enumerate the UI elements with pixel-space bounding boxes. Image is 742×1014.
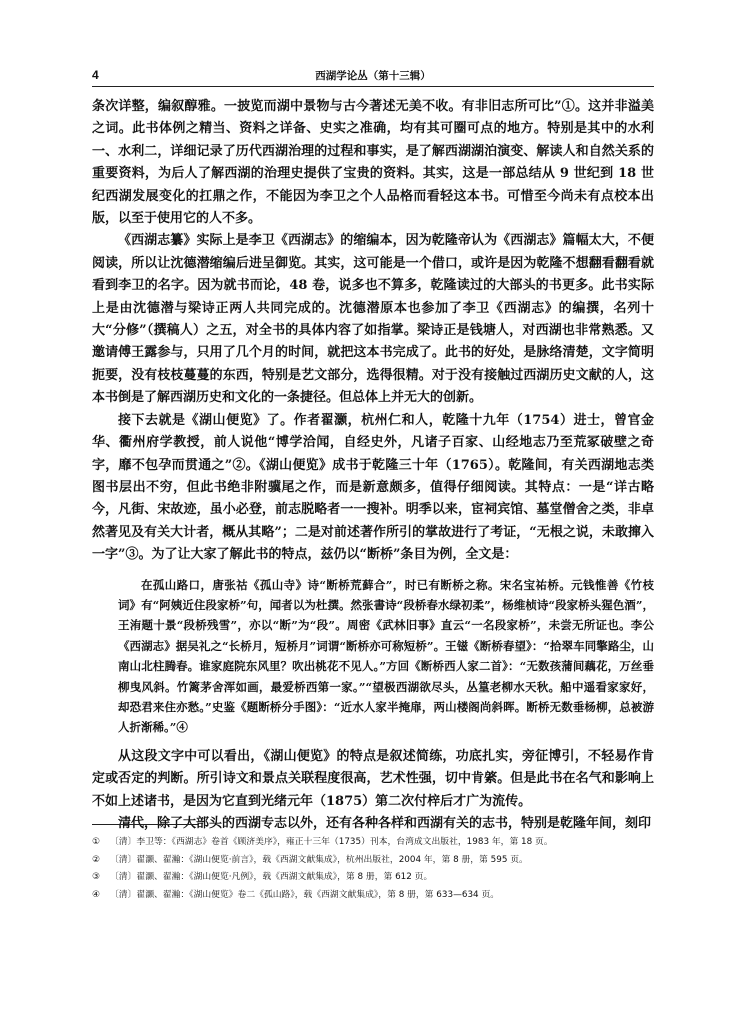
block-quote-text: 在孤山路口，唐张祜《孤山寺》诗“断桥荒藓合”，时已有断桥之称。宋名宝祐桥。元钱惟善《竹枝词》有“阿姨近住段家桥”句，闻者以为杜撰。然张書诗“段桥春水绿初柔”，杨维桢诗“段家桥头猩色酒”，王洧题十景“段桥残雪”，亦以“断”为“段”。周密《武林旧事》直云“一名段家桥”，未尝无所证也。李公《西湖志》据吴礼之“长桥月，短桥月”词谓“断桥亦可称短桥”。王镃《断桥春望》：“拾翠车同擎路尘，山南山北柱腾春。谁家庭院东风里？吹出桃花不见人。”方回《断桥西人家二首》：“无数孩蒲间藕花，万丝垂柳曳风斜。竹篱茅舍浑如画，最爱桥西第一家。”“望极西湖欲尽头，丛篁老柳水天秋。船中遥看家家好，却恐君来住亦愁。”史鉴《题断桥分手图》：“近水人家半掩扉，两山楼阁尚斜晖。断桥无数垂杨柳，总被游人折渐稀。”④ xyxy=(118,577,654,735)
paragraph: 清代，除了大部头的西湖专志以外，还有各种各样和西湖有关的志书，特别是乾隆年间，刻印 xyxy=(118,816,652,831)
footnote-divider xyxy=(92,824,199,825)
footnote-text: 〔清〕翟灏、翟瀚：《湖山便览·前言》，载《西湖文献集成》，杭州出版社，2004 年，第 8 册，第 595 页。 xyxy=(110,854,528,865)
footnote-mark: ② xyxy=(92,854,100,865)
paragraph: 《西湖志纂》实际上是李卫《西湖志》的缩编本，因为乾隆帝认为《西湖志》篇幅太大，不便阅读，所以让沈德潜缩编后进呈御览。其实，这可能是一个借口，或许是因为乾隆不想翻看翻看就看到李卫的名字。因为就书而论，48 卷，说多也不算多，乾隆读过的大部头的书更多。此书实际上是由沈德潜与梁诗正两人共同完成的。沈德潜原本也参加了李卫《西湖志》的编撰，名列十大“分修”（撰稿人）之五，对全书的具体内容了如指掌。梁诗正是钱塘人，对西湖也非常熟悉。又邀请傅王露参与，只用了几个月的时间，就把这本书完成了。此书的好处，是脉络清楚，文字简明扼要，没有枝枝蔓蔓的东西，特别是艺文部分，选得很精。对于没有接触过西湖历史文献的人，这本书倒是了解西湖历史和文化的一条捷径。但总体上并无大的创新。 xyxy=(92,233,654,406)
footnote xyxy=(92,834,672,852)
paragraph: 接下去就是《湖山便览》了。作者翟灏，杭州仁和人，乾隆十九年（1754）进士，曾官金华、衢州府学教授，前人说他“博学洽闻，自经史外，凡诸子百家、山经地志乃至荒冢破壁之奇字，靡不包孕而贯通之”②。《湖山便览》成书于乾隆三十年（1765）。乾隆间，有关西湖地志类图书层出不穷，但此书绝非附骥尾之作，而是新意颇多，值得仔细阅读。其特点：一是“详古略今，凡街、宋故迹，虽小必登，前志脱略者一一搜补。明季以来，宦祠宾馆、墓堂僧舍之类，非卓然著见及有关大计者，概从其略”；二是对前述著作所引的掌故进行了考证，“无根之说，未敢撺入一字”③。为了让大家了解此书的特点，兹仍以“断桥”条目为例，全文是： xyxy=(92,412,654,563)
block-quote xyxy=(92,575,654,738)
body-text xyxy=(92,96,654,835)
footnotes xyxy=(92,834,672,904)
page-number: 4 xyxy=(92,68,99,82)
footnote-mark: ③ xyxy=(92,872,100,882)
footnote-text: 〔清〕翟灏、翟瀚：《湖山便览》卷二《孤山路》，载《西湖文献集成》，第 8 册，第 633—634 页。 xyxy=(110,889,500,900)
footnote-text: 〔清〕李卫等：《西湖志》卷首《顾济美序》，雍正十三年（1735）刊本，台湾成文出版社，1983 年，第 18 页。 xyxy=(110,837,553,847)
page-header xyxy=(92,68,654,87)
footnote-mark: ① xyxy=(92,837,100,847)
paragraph: 从这段文字中可以看出，《湖山便览》的特点是叙述简练，功底扎实，旁征博引，不轻易作肯定或否定的判断。所引诗文和景点关联程度很高，艺术性强，切中肯綮。但是此书在名气和影响上不如上述诸书，是因为它直到光绪元年（1875）第二次付梓后才广为流传。 xyxy=(92,748,654,809)
footnote xyxy=(92,869,672,887)
running-title: 西湖学论丛（第十三辑） xyxy=(315,70,431,82)
footnote-mark: ④ xyxy=(92,889,100,900)
footnote-text: 〔清〕翟灏、翟瀚：《湖山便览·凡例》，载《西湖文献集成》，第 8 册，第 612 页。 xyxy=(110,872,433,882)
footnote xyxy=(92,852,672,870)
paragraph: 条次详整，编叙醇雅。一披览而湖中景物与古今著述无美不收。有非旧志所可比”①。这并非溢美之词。此书体例之精当、资料之详备、史实之准确，均有其可圈可点的地方。特别是其中的水利一、水利二，详细记录了历代西湖治理的过程和事实，是了解西湖湖泊演变、解读人和自然关系的重要资料，为后人了解西湖的治理史提供了宝贵的资料。其实，这是一部总结从 9 世纪到 18 世纪西湖发展变化的扛鼎之作，不能因为李卫之个人品格而看轻这本书。可惜至今尚未有点校本出版，以至于使用它的人不多。 xyxy=(92,99,654,227)
footnote xyxy=(92,887,672,905)
